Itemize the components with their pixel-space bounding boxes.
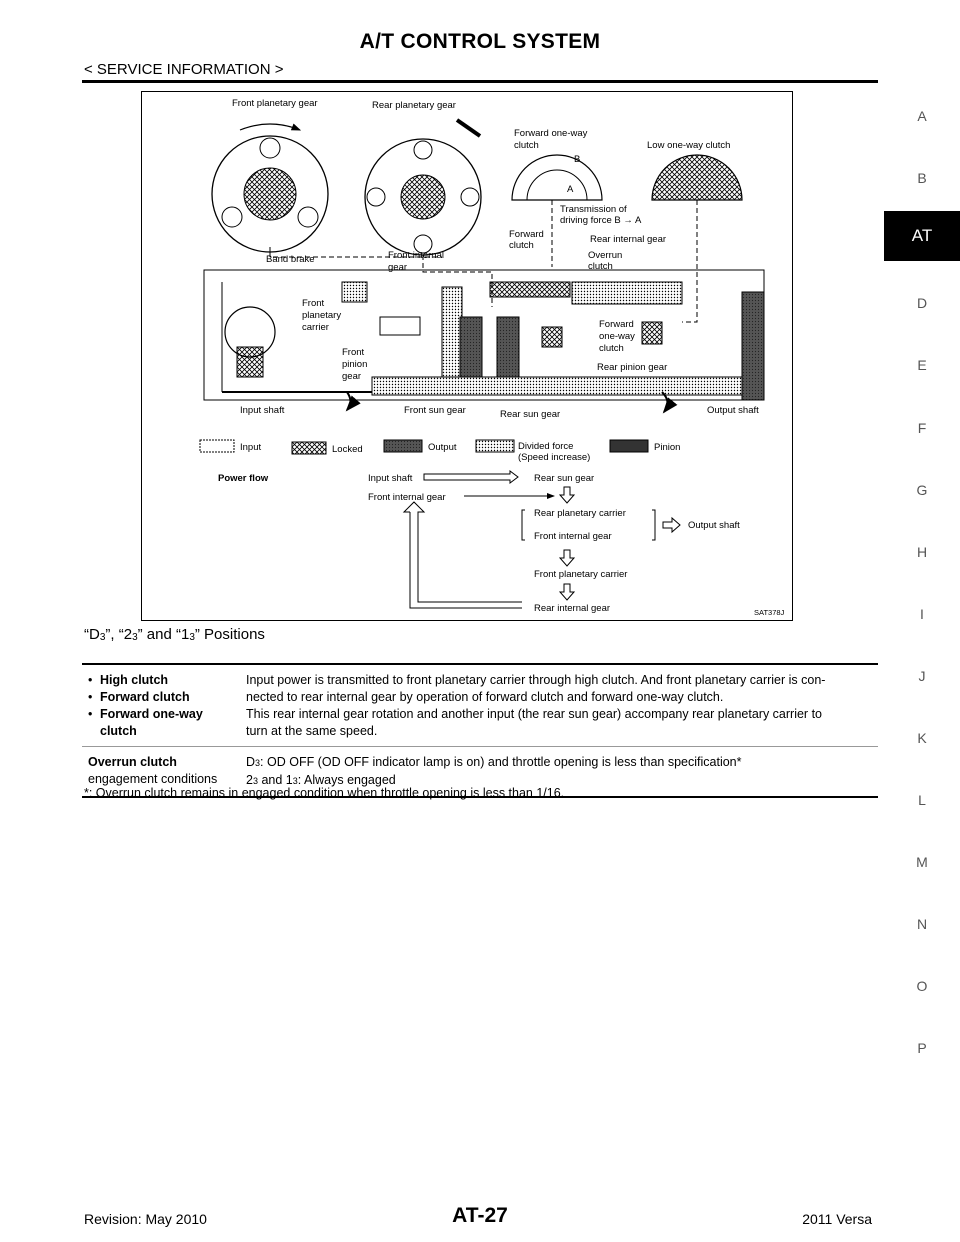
legend-swatch-locked (292, 442, 326, 454)
low-one-way-clutch-sketch (652, 155, 742, 200)
legend-input: Input (240, 442, 262, 453)
legend-pinion: Pinion (654, 442, 681, 453)
label-front-pinion-gear-2: pinion (342, 359, 368, 370)
footer-page-number: AT-27 (452, 1204, 508, 1227)
transmission-diagram (142, 92, 791, 619)
breadcrumb[interactable]: < SERVICE INFORMATION > (84, 61, 284, 78)
description-line: This rear internal gear rotation and another input (the rear sun gear) accompany rear planetary carrier to (246, 707, 822, 721)
text-span: D (246, 755, 256, 769)
text-span: : Always engaged (297, 773, 396, 787)
label-rear-planetary-gear: Rear planetary gear (372, 100, 456, 111)
index-letter-m[interactable]: M (916, 854, 928, 870)
index-letter-o[interactable]: O (916, 978, 928, 994)
label-transmission-of: Transmission of (560, 204, 627, 215)
index-letter-g[interactable]: G (916, 482, 928, 498)
pf-down-arrow-2 (560, 550, 574, 566)
legend (200, 440, 680, 463)
row1-label (82, 664, 240, 747)
label-low-one-way-clutch: Low one-way clutch (647, 140, 731, 151)
pf-return-arrow (404, 502, 522, 608)
heading-sub: 3 (99, 632, 106, 643)
text-span: 2 (246, 773, 253, 787)
legend-swatch-divided-force (476, 440, 514, 452)
heading-part: ” and “1 (137, 626, 190, 643)
index-letter-b[interactable]: B (917, 170, 927, 186)
index-letter-i[interactable]: I (920, 606, 924, 622)
label-overrun-clutch-2: clutch (588, 261, 613, 272)
pf-bracket-right (652, 510, 655, 540)
pf-rear-internal-gear: Rear internal gear (534, 603, 611, 614)
label-front-internal-gear: Front internal (388, 250, 444, 261)
text-sub: 3 (252, 776, 258, 786)
transmission-cross-section (204, 270, 764, 412)
section-index (884, 0, 960, 1242)
heading-part: “D (84, 626, 100, 643)
pf-front-internal-gear-2: Front internal gear (534, 531, 612, 542)
legend-locked: Locked (332, 444, 363, 455)
footnote: *: Overrun clutch remains in engaged condition when throttle opening is less than 1/16. (84, 786, 565, 800)
label-forward-one-way-clutch-2: clutch (514, 140, 539, 151)
pf-front-planetary-carrier: Front planetary carrier (534, 569, 628, 580)
pf-rear-sun-gear: Rear sun gear (534, 473, 595, 484)
index-letter-k[interactable]: K (917, 730, 927, 746)
power-flow-figure (141, 91, 793, 621)
text-span: : OD OFF (OD OFF indicator lamp is on) and throttle opening is less than specification* (260, 755, 742, 769)
row2-label-bold: Overrun clutch (88, 755, 177, 769)
list-item: • High clutch (88, 672, 234, 689)
label-front-planetary-gear: Front planetary gear (232, 98, 318, 109)
label-b: B (574, 154, 581, 165)
label-output-shaft: Output shaft (707, 405, 759, 416)
legend-swatch-output (384, 440, 422, 452)
heading-part: ”, “2 (105, 626, 133, 643)
pf-down-arrow-3 (560, 584, 574, 600)
page-title: A/T CONTROL SYSTEM (359, 30, 601, 53)
index-letter-p[interactable]: P (917, 1040, 927, 1056)
index-letter-n[interactable]: N (916, 916, 928, 932)
footer-revision: Revision: May 2010 (84, 1211, 207, 1227)
label-a: A (567, 184, 574, 195)
footer-model: 2011 Versa (802, 1211, 872, 1227)
pf-front-internal-gear: Front internal gear (368, 492, 446, 503)
index-letter-d[interactable]: D (916, 295, 928, 311)
index-letter-j[interactable]: J (918, 668, 926, 684)
pf-output-shaft: Output shaft (688, 520, 740, 531)
index-letter-f[interactable]: F (917, 420, 927, 436)
pf-arrow-output (663, 518, 680, 532)
figure-code: SAT378J (754, 608, 785, 617)
text-span: and 1 (257, 773, 293, 787)
description-line: Input power is transmitted to front planetary carrier through high clutch. And front planetary carrier is con- (246, 673, 826, 687)
description-line: turn at the same speed. (246, 724, 378, 738)
label-front-internal-gear-2: gear (388, 262, 408, 273)
pf-bracket-left (522, 510, 525, 540)
label-forward-clutch-2: clutch (509, 240, 534, 251)
pf-down-arrow-1 (560, 487, 574, 503)
label-rear-pinion-gear: Rear pinion gear (597, 362, 668, 373)
index-letter-at[interactable]: AT (884, 211, 960, 261)
label-front-pinion-gear: Front (342, 347, 365, 358)
index-letter-h[interactable]: H (916, 544, 928, 560)
power-flow-title: Power flow (218, 473, 269, 484)
heading-sub: 3 (132, 632, 138, 643)
label-front-planetary-carrier-2: planetary (302, 310, 342, 321)
text-sub: 3 (255, 758, 261, 768)
rear-planetary-gear-sketch (365, 120, 481, 255)
section-heading (84, 626, 265, 643)
legend-divided-force: Divided force (518, 441, 574, 452)
label-band-brake: Band brake (266, 254, 315, 265)
heading-sub: 3 (189, 632, 195, 643)
legend-output: Output (428, 442, 457, 453)
list-item: • Forward one-way clutch (88, 706, 234, 740)
pf-arrow-input (424, 471, 518, 483)
label-front-pinion-gear-3: gear (342, 371, 362, 382)
label-rear-sun-gear: Rear sun gear (500, 409, 561, 420)
pf-rear-planetary-carrier: Rear planetary carrier (534, 508, 626, 519)
list-item: • Forward clutch (88, 689, 234, 706)
index-letter-a[interactable]: A (917, 108, 927, 124)
label-input-shaft: Input shaft (240, 405, 285, 416)
label-driving-force: driving force B → A (560, 215, 642, 226)
power-flow-chart (218, 471, 740, 614)
label-front-sun-gear: Front sun gear (404, 405, 466, 416)
index-letter-e[interactable]: E (917, 357, 927, 373)
pf-input-shaft: Input shaft (368, 473, 413, 484)
label-forward-one-way-clutch-b2: one-way (599, 331, 635, 342)
label-forward-one-way-clutch-b3: clutch (599, 343, 624, 354)
front-planetary-gear-sketch (212, 124, 328, 252)
row1-description (240, 664, 878, 747)
label-rear-internal-gear: Rear internal gear (590, 234, 667, 245)
table-row (82, 664, 878, 747)
description-line: nected to rear internal gear by operation of forward clutch and forward one-way clutch. (246, 690, 724, 704)
row2-label-normal: engagement conditions (88, 772, 218, 786)
label-forward-one-way-clutch: Forward one-way (514, 128, 588, 139)
heading-part: ” Positions (194, 626, 265, 643)
label-front-planetary-carrier: Front (302, 298, 325, 309)
label-overrun-clutch: Overrun (588, 250, 623, 261)
label-front-planetary-carrier-3: carrier (302, 322, 329, 333)
forward-one-way-clutch-sketch (512, 155, 602, 200)
header-rule (82, 80, 878, 83)
legend-speed-increase: (Speed increase) (518, 452, 591, 463)
legend-swatch-input (200, 440, 234, 452)
text-sub: 3 (292, 776, 298, 786)
legend-swatch-pinion (610, 440, 648, 452)
label-forward-one-way-clutch-b: Forward (599, 319, 634, 330)
label-forward-clutch: Forward (509, 229, 544, 240)
condition-line-1 (246, 754, 872, 772)
index-letter-l[interactable]: L (918, 792, 926, 808)
clutch-info-table (82, 663, 878, 798)
